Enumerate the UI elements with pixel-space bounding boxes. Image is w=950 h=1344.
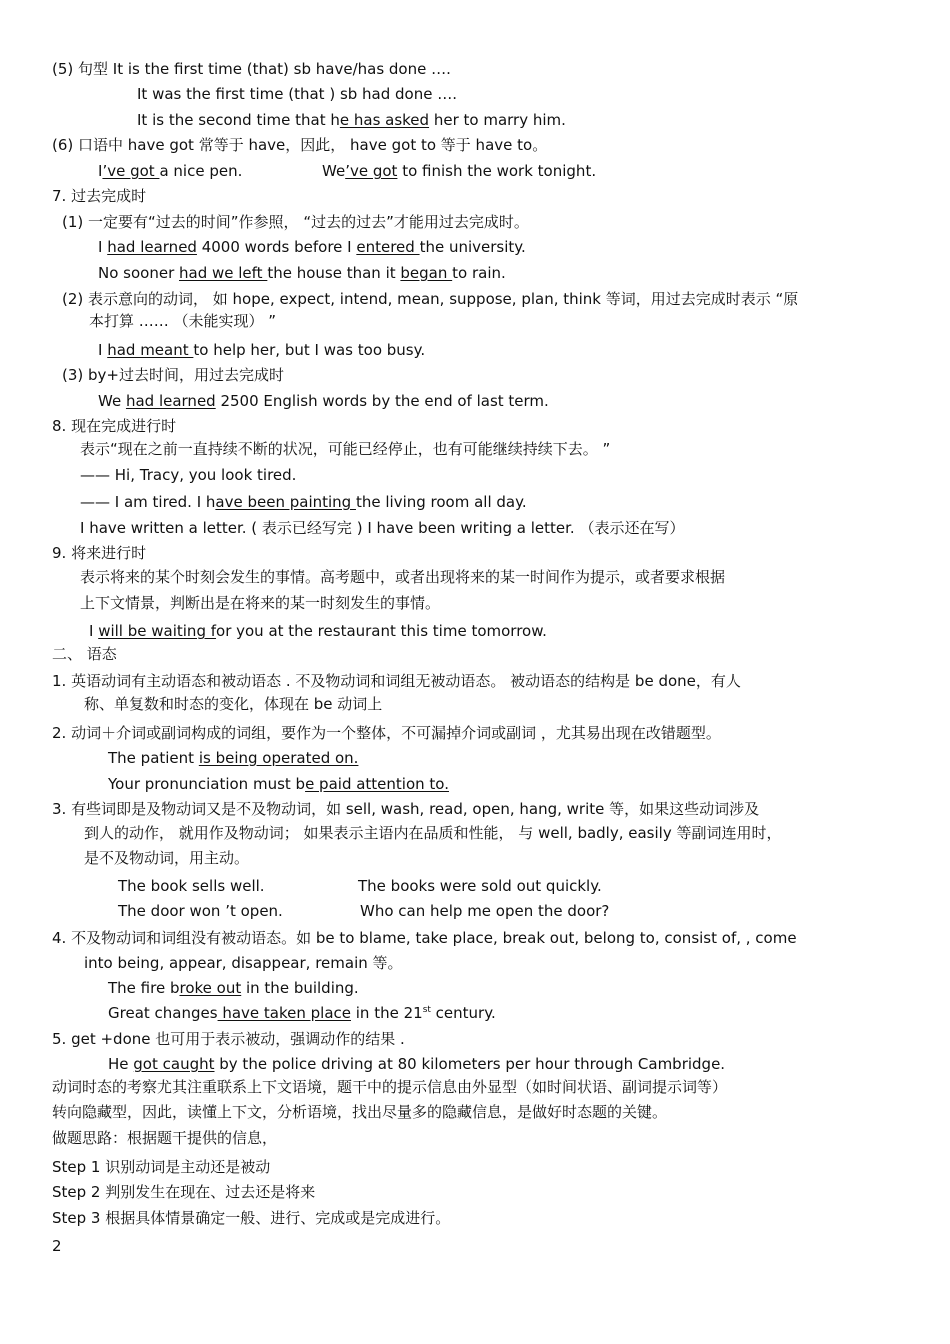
text-line bbox=[52, 59, 451, 79]
text-segment: It is the second time that h bbox=[137, 111, 340, 129]
text-segment: I bbox=[98, 238, 108, 256]
text-line bbox=[322, 161, 596, 181]
text-line bbox=[84, 953, 403, 973]
text-segment: 4. 不及物动词和词组没有被动语态。如 be to blame, take place, break out, belong to, consist of, , come bbox=[52, 929, 797, 947]
text-segment: 4000 words before I bbox=[196, 238, 357, 256]
text-segment: 到人的动作， 就用作及物动词； 如果表示主语内在品质和性能， 与 well, badly, easily 等副词连用时， bbox=[84, 824, 782, 842]
text-segment: 做题思路：根据题干提供的信息， bbox=[52, 1129, 278, 1147]
text-line bbox=[52, 723, 721, 743]
text-segment: 本打算 …… （未能实现） ” bbox=[89, 312, 277, 330]
text-segment: 是不及物动词，用主动。 bbox=[84, 849, 250, 867]
underlined-text: ave been painting bbox=[215, 493, 356, 511]
text-line bbox=[98, 161, 242, 181]
underlined-text: will be waiting f bbox=[98, 622, 217, 640]
underlined-text: had meant bbox=[107, 341, 194, 359]
text-segment: (2) 表示意向的动词， 如 hope, expect, intend, mean, suppose, plan, think 等词，用过去完成时表示 “原 bbox=[62, 290, 799, 308]
text-segment: to finish the work tonight. bbox=[397, 162, 597, 180]
text-segment: 表示“现在之前一直持续不断的状况，可能已经停止，也有可能继续持续下去。 ” bbox=[80, 440, 611, 458]
text-line bbox=[52, 1077, 727, 1097]
example-sentence bbox=[108, 748, 358, 768]
text-segment: Your pronunciation must b bbox=[108, 775, 306, 793]
text-segment: in the building. bbox=[241, 979, 359, 997]
underlined-text: got caught bbox=[133, 1055, 215, 1073]
text-segment: the house than it bbox=[267, 264, 401, 282]
step-line bbox=[52, 1208, 450, 1228]
text-line bbox=[80, 439, 610, 459]
text-segment: her to marry him. bbox=[429, 111, 566, 129]
underlined-text: is being operated on. bbox=[198, 749, 359, 767]
text-segment: 2 bbox=[52, 1237, 62, 1255]
text-segment: 2. 动词＋介词或副词构成的词组，要作为一个整体，不可漏掉介词或副词 ，尤其易出现在改错题型。 bbox=[52, 724, 721, 742]
text-line bbox=[137, 84, 457, 104]
example-sentence bbox=[118, 901, 283, 921]
text-segment: 1. 英语动词有主动语态和被动语态 . 不及物动词和词组无被动语态。 被动语态的结构是 be done，有人 bbox=[52, 672, 741, 690]
text-line bbox=[84, 823, 781, 843]
step-line bbox=[52, 1182, 315, 1202]
text-segment: I bbox=[89, 622, 99, 640]
underlined-text: ’ve got bbox=[102, 162, 160, 180]
text-segment: (1) 一定要有“过去的时间”作参照， “过去的过去”才能用过去完成时。 bbox=[62, 213, 529, 231]
text-line bbox=[84, 848, 249, 868]
text-segment: 二、 语态 bbox=[52, 645, 117, 663]
text-line bbox=[52, 1128, 277, 1148]
example-sentence bbox=[89, 621, 547, 641]
text-line bbox=[84, 694, 382, 714]
step-line bbox=[52, 1157, 270, 1177]
text-segment: 上下文情景，判断出是在将来的某一时刻发生的事情。 bbox=[80, 594, 441, 612]
text-segment: 3. 有些词即是及物动词又是不及物动词，如 sell, wash, read, open, hang, write 等，如果这些动词涉及 bbox=[52, 800, 760, 818]
text-line bbox=[52, 1029, 405, 1049]
text-line bbox=[80, 518, 684, 538]
section-heading bbox=[52, 543, 146, 563]
text-segment: The fire b bbox=[108, 979, 180, 997]
superscript-text: st bbox=[422, 1005, 431, 1015]
text-line bbox=[80, 567, 725, 587]
text-segment: Step 2 判别发生在现在、过去还是将来 bbox=[52, 1183, 316, 1201]
section-heading bbox=[52, 186, 146, 206]
underlined-text: e has asked bbox=[339, 111, 430, 129]
text-segment: He bbox=[108, 1055, 134, 1073]
text-segment: Who can help me open the door? bbox=[360, 902, 610, 920]
text-line bbox=[52, 1102, 667, 1122]
dialogue-line bbox=[80, 465, 296, 485]
underlined-text: began bbox=[400, 264, 453, 282]
text-line bbox=[52, 671, 741, 691]
text-line bbox=[137, 110, 566, 130]
text-segment: The patient bbox=[108, 749, 199, 767]
underlined-text: entered bbox=[356, 238, 420, 256]
text-line bbox=[62, 212, 529, 232]
text-segment: the living room all day. bbox=[355, 493, 527, 511]
text-segment: I bbox=[98, 162, 103, 180]
text-segment: by the police driving at 80 kilometers per hour through Cambridge. bbox=[214, 1055, 726, 1073]
text-segment: to help her, but I was too busy. bbox=[193, 341, 426, 359]
example-sentence bbox=[98, 391, 549, 411]
text-segment: The books were sold out quickly. bbox=[358, 877, 602, 895]
text-segment: (5) 句型 It is the first time (that) sb have/has done …. bbox=[52, 60, 451, 78]
text-segment: We bbox=[98, 392, 126, 410]
example-sentence bbox=[98, 263, 506, 283]
text-line bbox=[52, 135, 547, 155]
example-sentence bbox=[108, 1003, 496, 1023]
text-segment: century. bbox=[430, 1004, 496, 1022]
text-segment: in the 21 bbox=[351, 1004, 423, 1022]
example-sentence bbox=[118, 876, 265, 896]
text-segment: the university. bbox=[419, 238, 526, 256]
text-line bbox=[89, 311, 276, 331]
example-sentence bbox=[360, 901, 609, 921]
example-sentence bbox=[108, 978, 359, 998]
text-segment: (6) 口语中 have got 常等于 have，因此， have got to 等于 have to。 bbox=[52, 136, 548, 154]
underlined-text: ’ve got bbox=[345, 162, 398, 180]
text-segment: I bbox=[98, 341, 108, 359]
text-segment: —— I am tired. I h bbox=[80, 493, 216, 511]
text-line bbox=[62, 365, 284, 385]
text-segment: Step 1 识别动词是主动还是被动 bbox=[52, 1158, 271, 1176]
text-segment: or you at the restaurant this time tomorrow. bbox=[216, 622, 547, 640]
text-segment: into being, appear, disappear, remain 等。 bbox=[84, 954, 403, 972]
text-segment: It was the first time (that ) sb had done …. bbox=[137, 85, 458, 103]
text-line bbox=[80, 593, 440, 613]
example-sentence bbox=[98, 237, 526, 257]
text-line bbox=[62, 289, 798, 309]
text-line bbox=[52, 799, 759, 819]
text-segment: 5. get +done 也可用于表示被动，强调动作的结果 . bbox=[52, 1030, 405, 1048]
text-segment: 表示将来的某个时刻会发生的事情。高考题中，或者出现将来的某一时间作为提示，或者要求根据 bbox=[80, 568, 726, 586]
text-segment: The door won ’t open. bbox=[118, 902, 283, 920]
text-segment: 8. 现在完成进行时 bbox=[52, 417, 177, 435]
text-segment: to rain. bbox=[452, 264, 506, 282]
underlined-text: roke out bbox=[179, 979, 242, 997]
page-number bbox=[52, 1236, 62, 1256]
underlined-text: had we left bbox=[179, 264, 268, 282]
text-segment: —— Hi, Tracy, you look tired. bbox=[80, 466, 297, 484]
text-segment: 7. 过去完成时 bbox=[52, 187, 147, 205]
example-sentence bbox=[108, 1054, 725, 1074]
underlined-text: have taken place bbox=[217, 1004, 351, 1022]
text-segment: I have written a letter. ( 表示已经写完 ) I have been writing a letter. （表示还在写） bbox=[80, 519, 685, 537]
text-segment: No sooner bbox=[98, 264, 180, 282]
text-segment: 9. 将来进行时 bbox=[52, 544, 147, 562]
text-segment: The book sells well. bbox=[118, 877, 265, 895]
underlined-text: had learned bbox=[107, 238, 197, 256]
underlined-text: e paid attention to. bbox=[305, 775, 449, 793]
text-segment: We bbox=[322, 162, 346, 180]
example-sentence bbox=[98, 340, 425, 360]
example-sentence bbox=[108, 774, 449, 794]
text-segment: Great changes bbox=[108, 1004, 218, 1022]
text-segment: 2500 English words by the end of last term. bbox=[215, 392, 549, 410]
underlined-text: had learned bbox=[125, 392, 216, 410]
text-line bbox=[52, 928, 797, 948]
text-segment: 动词时态的考察尤其注重联系上下文语境，题干中的提示信息由外显型（如时间状语、副词提示词等） bbox=[52, 1078, 728, 1096]
text-segment: 转向隐藏型，因此，读懂上下文，分析语境，找出尽量多的隐藏信息，是做好时态题的关键。 bbox=[52, 1103, 668, 1121]
text-segment: a nice pen. bbox=[159, 162, 243, 180]
text-segment: Step 3 根据具体情景确定一般、进行、完成或是完成进行。 bbox=[52, 1209, 451, 1227]
dialogue-line bbox=[80, 492, 527, 512]
text-segment: (3) by+过去时间，用过去完成时 bbox=[62, 366, 284, 384]
text-segment: 称、单复数和时态的变化，体现在 be 动词上 bbox=[84, 695, 383, 713]
section-heading bbox=[52, 644, 117, 664]
section-heading bbox=[52, 416, 176, 436]
example-sentence bbox=[358, 876, 602, 896]
